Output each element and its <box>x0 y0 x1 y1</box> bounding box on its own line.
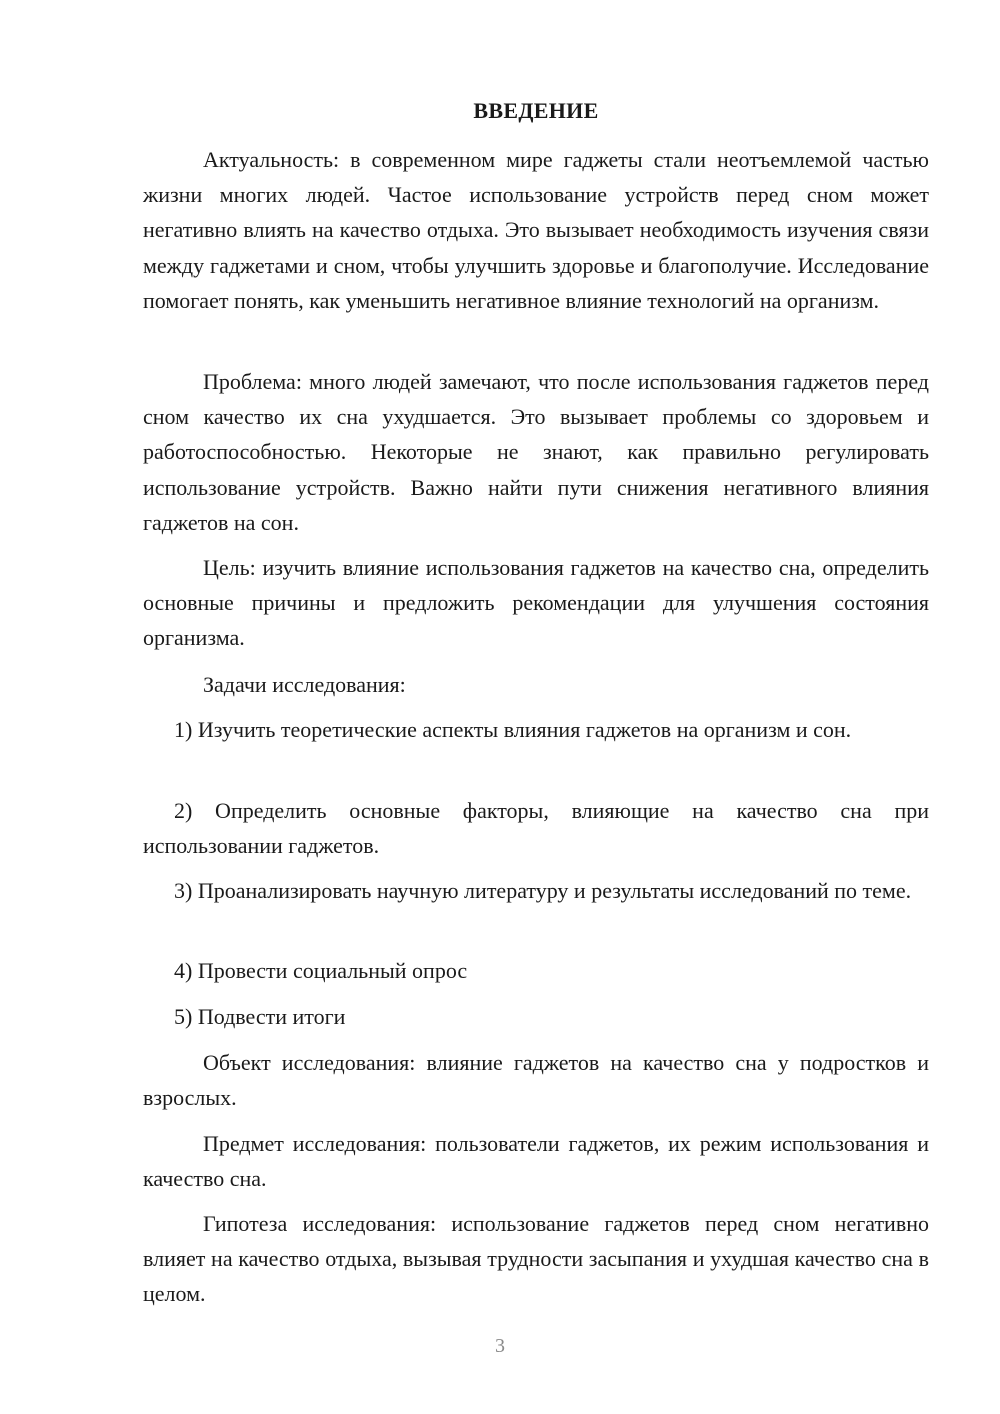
paragraph-goal: Цель: изучить влияние использования гаджетов на качество сна, определить основные причины и предложить рекомендации для улучшения состояния организма. <box>143 555 929 651</box>
paragraph-subject: Предмет исследования: пользователи гаджетов, их режим использования и качество сна. <box>143 1131 929 1192</box>
page-number: 3 <box>495 1335 505 1357</box>
task-item-3: 3) Проанализировать научную литературу и результаты исследований по теме. <box>174 878 912 903</box>
page-title: ВВЕДЕНИЕ <box>473 98 599 123</box>
paragraph-problem: Проблема: много людей замечают, что после использования гаджетов перед сном качество их сна ухудшается. Это вызывает проблемы со здоровьем и работоспособностью. Некоторые не знают, как правильно регулировать использование устройств. Важно найти пути снижения негативного влияния гаджетов на сон. <box>143 369 929 535</box>
task-item-5: 5) Подвести итоги <box>174 1004 346 1029</box>
tasks-title: Задачи исследования: <box>203 672 406 697</box>
paragraph-object: Объект исследования: влияние гаджетов на качество сна у подростков и взрослых. <box>143 1050 929 1111</box>
paragraph-relevance: Актуальность: в современном мире гаджеты стали неотъемлемой частью жизни многих людей. Частое использование устройств перед сном может негативно влиять на качество отдыха. Это вызывает необходимость изучения связи между гаджетами и сном, чтобы улучшить здоровье и благополучие. Исследование помогает понять, как уменьшить негативное влияние технологий на организм. <box>143 147 929 313</box>
task-item-2: 2) Определить основные факторы, влияющие на качество сна при использовании гаджетов. <box>143 798 929 859</box>
task-item-4: 4) Провести социальный опрос <box>174 958 468 983</box>
task-item-1: 1) Изучить теоретические аспекты влияния гаджетов на организм и сон. <box>174 717 852 742</box>
paragraph-hypothesis: Гипотеза исследования: использование гаджетов перед сном негативно влияет на качество отдыха, вызывая трудности засыпания и ухудшая качество сна в целом. <box>143 1211 929 1307</box>
